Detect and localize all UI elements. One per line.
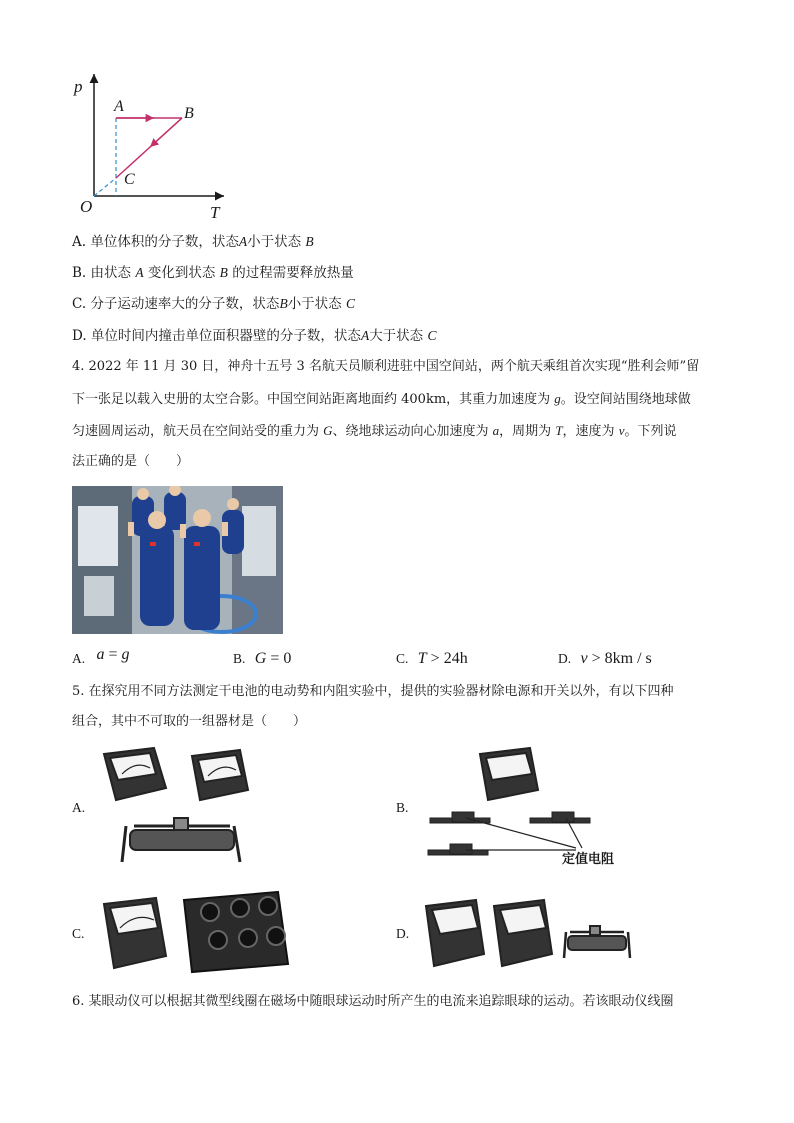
voltmeter-icon <box>480 748 538 800</box>
q3-option-d: D. 单位时间内撞击单位面积器壁的分子数，状态A大于状态 C <box>72 328 437 344</box>
ammeter-icon <box>104 748 166 800</box>
resistor-label: 定值电阻 <box>562 852 615 867</box>
q4-stem-line4: 法正确的是（ ） <box>72 454 190 469</box>
pt-graph-svg <box>70 66 230 226</box>
ammeter-icon-2 <box>494 900 552 966</box>
q5-option-a-label: A. <box>72 800 86 815</box>
q5-option-c-figure <box>100 888 290 974</box>
path-b-to-c-arrow <box>150 118 182 147</box>
q5-option-d-figure <box>422 898 632 974</box>
astronaut-photo-svg <box>72 486 283 634</box>
q4-stem-line1: 4. 2022 年 11 月 30 日，神舟十五号 3 名航天员顺利进驻中国空间站，两个航天乘组首次实现“胜利会师”留 <box>72 359 700 374</box>
dashed-origin-line <box>94 178 116 196</box>
q3-option-c: C. 分子运动速率大的分子数，状态B小于状态 C <box>72 296 355 312</box>
q6-stem-line1: 6. 某眼动仪可以根据其微型线圈在磁场中随眼球运动时所产生的电流来追踪眼球的运动。若该眼动仪线圈 <box>72 994 674 1009</box>
q5-option-d-label: D. <box>396 926 410 941</box>
point-c-label: C <box>124 171 135 188</box>
fixed-resistor-2 <box>530 812 590 823</box>
q3-option-a: A. 单位体积的分子数，状态A小于状态 B <box>72 234 314 250</box>
q5-c-svg <box>100 888 290 974</box>
q5-option-a-figure <box>100 744 250 872</box>
voltmeter-icon <box>192 750 248 800</box>
rheostat-icon <box>564 926 630 958</box>
axis-p-label: p <box>74 77 83 96</box>
pt-graph <box>70 66 230 226</box>
q5-stem-line2: 组合，其中不可取的一组器材是（ ） <box>72 714 307 729</box>
axis-t-label: T <box>210 203 220 222</box>
q5-option-b-label: B. <box>396 800 409 815</box>
q4-option-c: C. T > 24h <box>396 650 468 667</box>
q3-option-b: B. 由状态 A 变化到状态 B 的过程需要释放热量 <box>72 265 354 281</box>
q5-option-b-figure <box>426 744 636 872</box>
ammeter-icon-1 <box>426 900 484 966</box>
q4-stem-line2: 下一张足以载入史册的太空合影。中国空间站距离地面约 400km，其重力加速度为 g。设空间站围绕地球做 <box>72 391 691 407</box>
origin-label: O <box>80 197 93 216</box>
q4-option-a: A. a = g <box>72 646 130 666</box>
rheostat-icon <box>122 818 240 862</box>
point-a-label: A <box>114 98 124 115</box>
q4-option-d: D. v > 8km / s <box>558 650 652 667</box>
q5-d-svg <box>422 898 632 974</box>
q5-stem-line1: 5. 在探究用不同方法测定干电池的电动势和内阻实验中，提供的实验器材除电源和开关以外，有以下四种 <box>72 684 674 699</box>
q5-a-svg <box>100 744 250 872</box>
resistance-box-icon <box>184 892 288 972</box>
point-b-label: B <box>184 105 194 122</box>
fixed-resistor-1 <box>430 812 490 823</box>
q4-option-b: B. G = 0 <box>233 650 292 667</box>
ammeter-icon <box>104 898 166 968</box>
q5-option-c-label: C. <box>72 926 85 941</box>
q4-stem-line3: 匀速圆周运动，航天员在空间站受的重力为 G、绕地球运动向心加速度为 a，周期为 T，速度为 v。下列说 <box>72 423 677 439</box>
astronaut-photo <box>72 486 283 634</box>
